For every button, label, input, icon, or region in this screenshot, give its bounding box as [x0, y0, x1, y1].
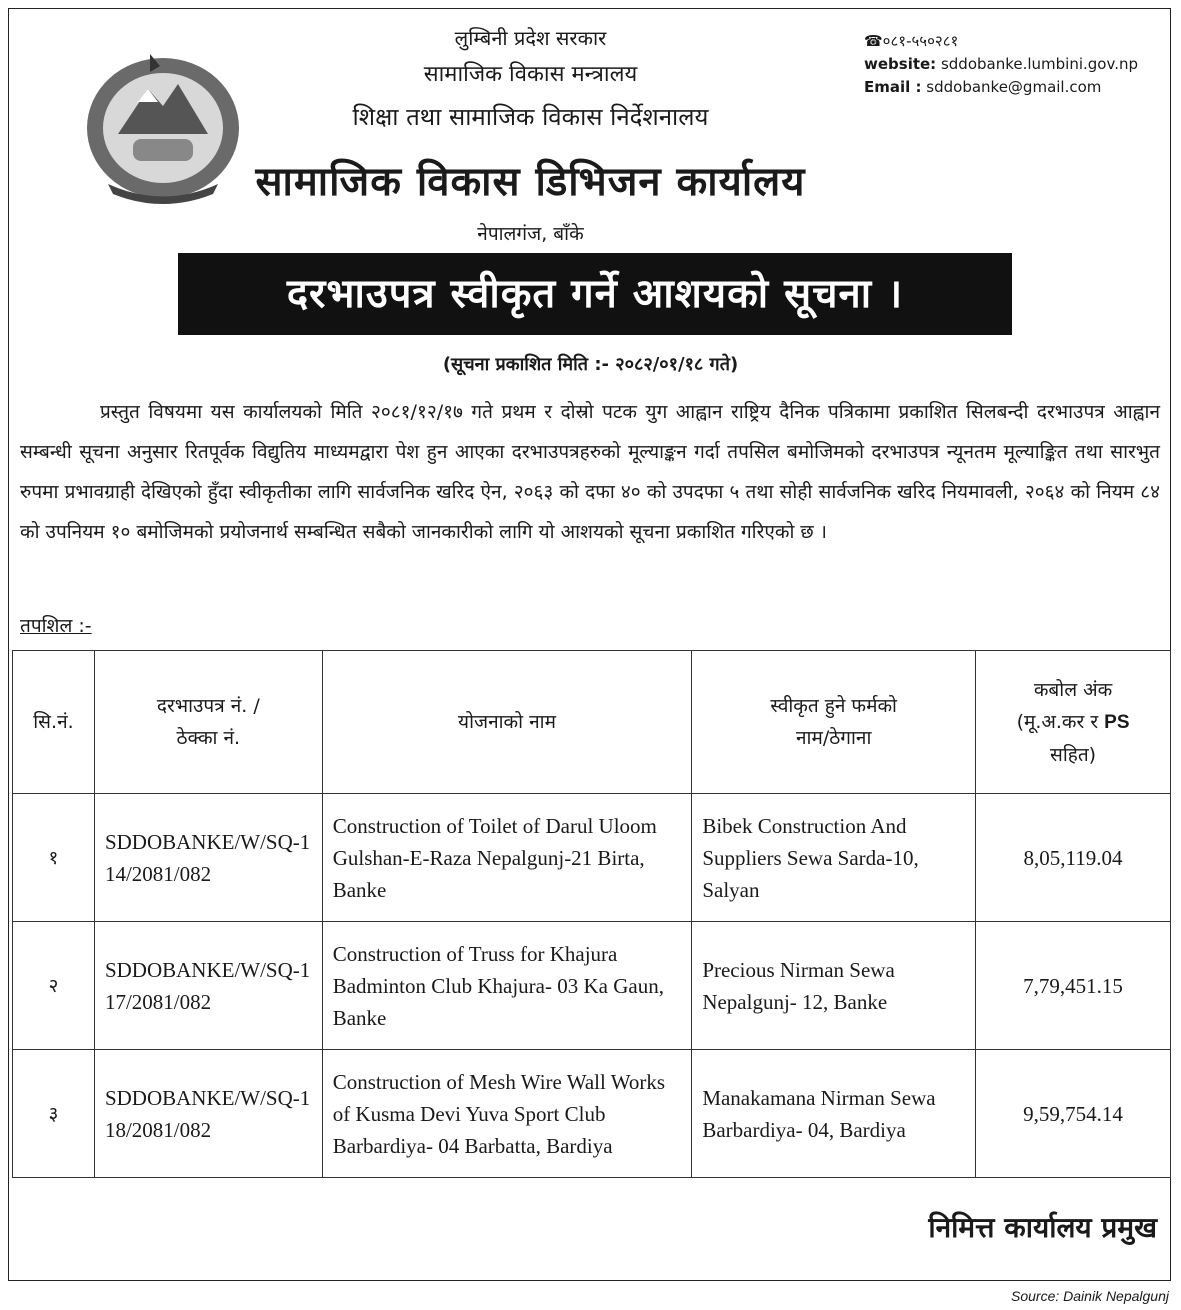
office-name: सामाजिक विकास डिभिजन कार्यालय [255, 159, 806, 205]
signature-title: निमित्त कार्यालय प्रमुख [928, 1211, 1157, 1244]
table-row [13, 922, 1171, 1050]
table-header-row [13, 651, 1171, 794]
row-amount: 9,59,754.14 [976, 1050, 1171, 1178]
email-link[interactable]: sddobanke@gmail.com [926, 78, 1102, 96]
row-bid-no: SDDOBANKE/W/SQ-118/2081/082 [94, 1050, 322, 1178]
row-project: Construction of Truss for Khajura Badminton Club Khajura- 03 Ka Gaun, Banke [322, 922, 692, 1050]
contact-block [864, 30, 1138, 99]
row-bid-no: SDDOBANKE/W/SQ-117/2081/082 [94, 922, 322, 1050]
directorate-name: शिक्षा तथा सामाजिक विकास निर्देशनालय [352, 103, 709, 131]
notice-body [20, 392, 1160, 552]
office-location: नेपालगंज, बाँके [477, 223, 584, 245]
header-firm-line2: नाम/ठेगाना [796, 727, 872, 749]
row-project: Construction of Toilet of Darul Uloom Gulshan-E-Raza Nepalgunj-21 Birta, Banke [322, 794, 692, 922]
row-firm: Bibek Construction And Suppliers Sewa Sarda-10, Salyan [692, 794, 976, 922]
row-sn: १ [13, 794, 95, 922]
ministry-name: सामाजिक विकास मन्त्रालय [423, 62, 638, 87]
header-amount-line2: (मू.अ.कर र [1016, 710, 1099, 733]
row-firm: Manakamana Nirman Sewa Barbardiya- 04, Bardiya [692, 1050, 976, 1178]
header-amount-line1: कबोल अंक [1033, 678, 1113, 701]
header-project: योजनाको नाम [322, 651, 692, 794]
header-sn: सि.नं. [13, 651, 95, 794]
table-row [13, 794, 1171, 922]
province-government: लुम्बिनी प्रदेश सरकार [454, 26, 607, 50]
website-label: website: [864, 55, 937, 73]
header-bid-no-line1: दरभाउपत्र नं. / [156, 695, 260, 717]
header-bid-no-line2: ठेक्का नं. [176, 727, 241, 749]
website-link[interactable]: sddobanke.lumbini.gov.np [940, 55, 1138, 73]
phone-number: ☎०८१-५५०२८१ [864, 32, 959, 50]
row-sn: ३ [13, 1050, 95, 1178]
row-project: Construction of Mesh Wire Wall Works of Kusma Devi Yuva Sport Club Barbardiya- 04 Barbatta, Bardiya [322, 1050, 692, 1178]
row-bid-no: SDDOBANKE/W/SQ-114/2081/082 [94, 794, 322, 922]
published-date: (सूचना प्रकाशित मिति :- २०८२/०१/१८ गते) [442, 354, 739, 375]
table-row [13, 1050, 1171, 1178]
details-heading: तपशिल :- [20, 615, 92, 637]
header-amount [976, 651, 1171, 794]
header-bid-no [94, 651, 322, 794]
row-firm: Precious Nirman Sewa Nepalgunj- 12, Banke [692, 922, 976, 1050]
bid-table [12, 650, 1171, 1178]
email-label: Email : [864, 78, 922, 96]
header-amount-ps: PS [1104, 711, 1130, 733]
header-amount-line3: सहित) [1049, 743, 1097, 766]
header-firm-line1: स्वीकृत हुने फर्मको [770, 695, 897, 717]
row-sn: २ [13, 922, 95, 1050]
header-firm [692, 651, 976, 794]
source-credit: Source: Dainik Nepalgunj [1011, 1288, 1169, 1304]
notice-title: दरभाउपत्र स्वीकृत गर्ने आशयको सूचना । [178, 253, 1012, 335]
row-amount: 8,05,119.04 [976, 794, 1171, 922]
body-text: प्रस्तुत विषयमा यस कार्यालयको मिति २०८१/१२/१७ गते प्रथम र दोस्रो पटक युग आह्वान राष्ट्रिय दैनिक पत्रिकामा प्रकाशित सिलबन्दी दरभाउपत्र आह्वान सम्बन्धी सूचना अनुसार रितपूर्वक विद्युतिय माध्यमद्वारा पेश हुन आएका दरभाउपत्रहरुको मूल्याङ्कन गर्दा तपसिल बमोजिमको दरभाउपत्र न्यूनतम मूल्याङ्कित तथा सारभुत रुपमा प्रभावग्राही देखिएको हुँदा स्वीकृतीका लागि सार्वजनिक खरिद ऐन, २०६३ को दफा ४० को उपदफा ५ तथा सोही सार्वजनिक खरिद नियमावली, २०६४ को नियम ८४ को उपनियम १० बमोजिमको प्रयोजनार्थ सम्बन्धित सबैको जानकारीको लागि यो आशयको सूचना प्रकाशित गरिएको छ । [20, 401, 1160, 543]
row-amount: 7,79,451.15 [976, 922, 1171, 1050]
